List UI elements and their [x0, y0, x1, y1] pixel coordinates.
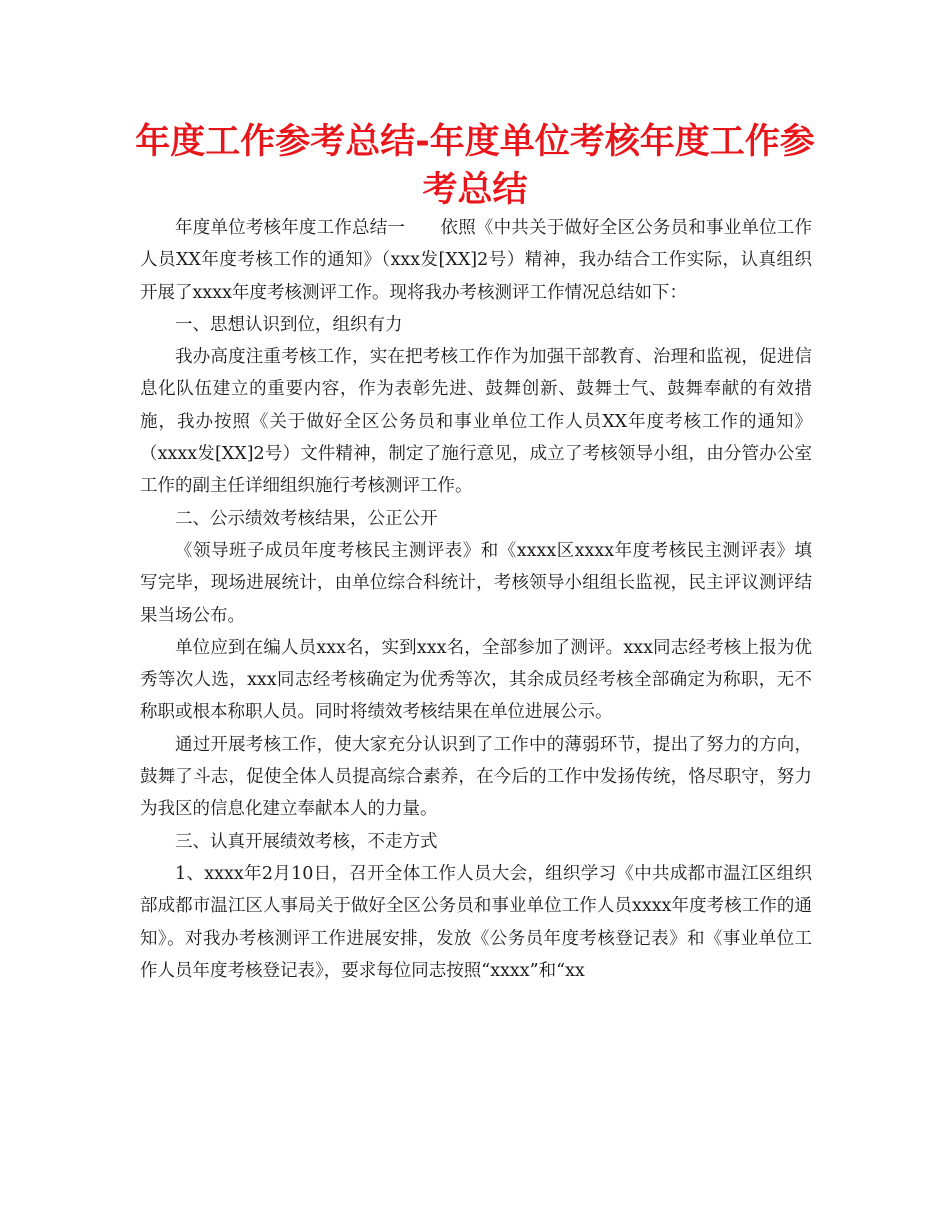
paragraph: 通过开展考核工作，使大家充分认识到了工作中的薄弱环节，提出了努力的方向，鼓舞了斗志，促使全体人员提高综合素养，在今后的工作中发扬传统，恪尽职守，努力为我区的信息化建立奉献本人的力量。: [140, 734, 812, 820]
paragraph: 单位应到在编人员xxx名，实到xxx名，全部参加了测评。xxx同志经考核上报为优秀等次人选，xxx同志经考核确定为优秀等次，其余成员经考核全部确定为称职，无不称职或根本称职人员。同时将绩效考核结果在单位进展公示。: [140, 637, 812, 723]
paragraph-intro: 年度单位考核年度工作总结一 依照《中共关于做好全区公务员和事业单位工作人员XX年度考核工作的通知》（xxx发[XX]2号）精神，我办结合工作实际，认真组织开展了xxxx年度考核测评工作。现将我办考核测评工作情况总结如下：: [140, 218, 812, 303]
paragraph: 《领导班子成员年度考核民主测评表》和《xxxx区xxxx年度考核民主测评表》填写完毕，现场进展统计，由单位综合科统计，考核领导小组组长监视，民主评议测评结果当场公布。: [140, 540, 812, 626]
document-body: [140, 212, 812, 987]
paragraph: 1、xxxx年2月10日，召开全体工作人员大会，组织学习《中共成都市温江区组织部成都市温江区人事局关于做好全区公务员和事业单位工作人员xxxx年度考核工作的通知》。对我办考核测评工作进展安排，发放《公务员年度考核登记表》和《事业单位工作人员年度考核登记表》，要求每位同志按照“xxxx”和“xx: [140, 863, 812, 981]
section-heading-1: 一、思想认识到位，组织有力: [175, 314, 403, 335]
section-heading-2: 二、公示绩效考核结果，公正公开: [175, 508, 438, 529]
section-heading-3: 三、认真开展绩效考核，不走方式: [175, 831, 438, 852]
paragraph: 我办高度注重考核工作，实在把考核工作作为加强干部教育、治理和监视，促进信息化队伍建立的重要内容，作为表彰先进、鼓舞创新、鼓舞士气、鼓舞奉献的有效措施，我办按照《关于做好全区公务员和事业单位工作人员XX年度考核工作的通知》（xxxx发[XX]2号）文件精神，制定了施行意见，成立了考核领导小组，由分管办公室工作的副主任详细组织施行考核测评工作。: [140, 347, 812, 497]
document-title: 年度工作参考总结-年度单位考核年度工作参考总结: [135, 122, 815, 210]
